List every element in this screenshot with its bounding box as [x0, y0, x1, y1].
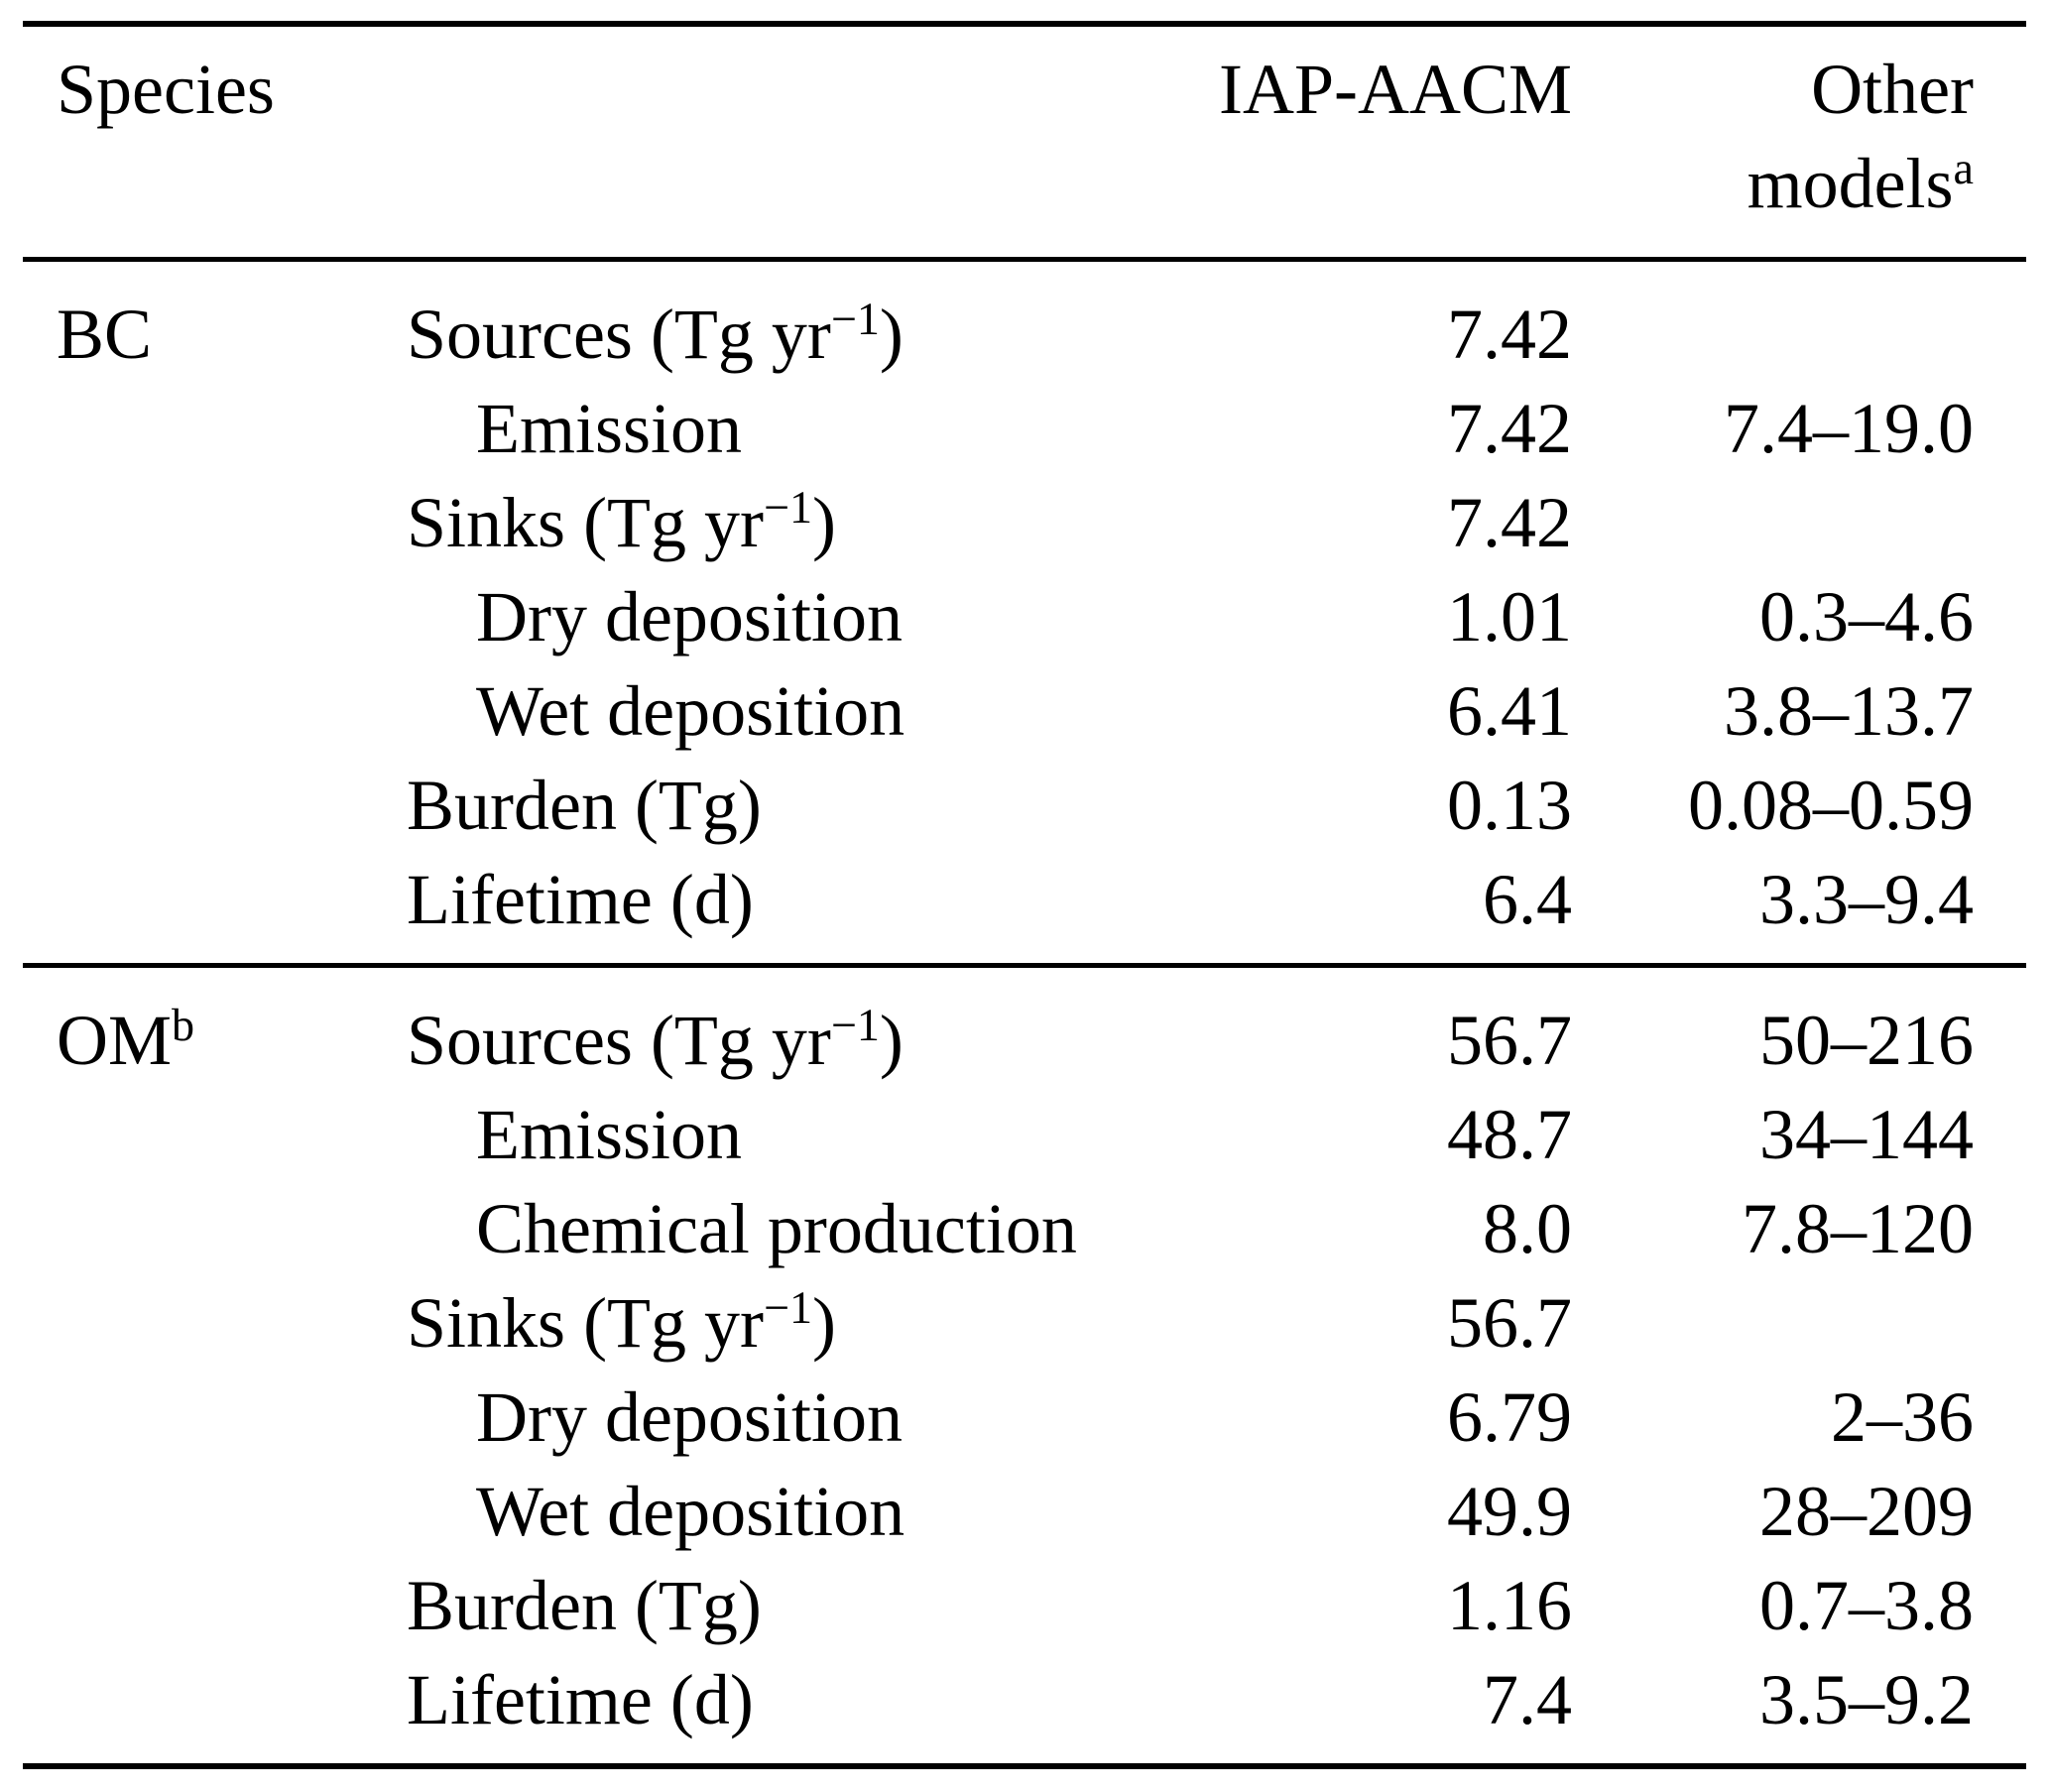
iap-aacm-value: 48.7: [1447, 1095, 1572, 1174]
header-spacer: [407, 43, 1173, 231]
budget-table: [23, 21, 2026, 1769]
metric-label: Sources (Tg $yr^{-1}$): [407, 1000, 904, 1080]
table-row: [57, 1653, 1974, 1747]
table-row: [57, 1371, 1974, 1465]
metric-label: Dry deposition: [476, 1377, 903, 1457]
table-header-row: [23, 27, 2026, 257]
table-row: [57, 1182, 1974, 1276]
header-other-word: models: [1747, 144, 1954, 223]
table-row: [57, 759, 1974, 853]
iap-aacm-value: 7.42: [1447, 295, 1572, 374]
species-cell: [57, 1559, 407, 1653]
species-cell: [57, 382, 407, 476]
other-models-value: 3.5–9.2: [1759, 1660, 1974, 1739]
iap-aacm-value: 1.01: [1447, 577, 1572, 657]
unit-exponent: −1: [830, 1000, 880, 1051]
species-cell: [57, 1653, 407, 1747]
table-row: [57, 1088, 1974, 1182]
header-other-models: [1572, 43, 1974, 231]
other-models-value: [1572, 476, 1974, 570]
other-models-value: 50–216: [1759, 1001, 1974, 1080]
iap-aacm-value: 49.9: [1447, 1472, 1572, 1551]
header-other-line1: Other: [1811, 50, 1974, 129]
iap-aacm-value: 56.7: [1447, 1283, 1572, 1363]
table-row: [57, 1559, 1974, 1653]
iap-aacm-value: 6.4: [1483, 860, 1572, 939]
table-row: [57, 994, 1974, 1088]
iap-aacm-value: 7.42: [1447, 389, 1572, 468]
species-footnote-marker: b: [172, 1000, 195, 1051]
species-cell: [57, 1371, 407, 1465]
iap-aacm-value: 6.41: [1447, 671, 1572, 751]
iap-aacm-value: 8.0: [1483, 1189, 1572, 1268]
metric-label: Sinks (Tg $yr^{-1}$): [407, 482, 837, 562]
table-row: [57, 570, 1974, 664]
table-row: [57, 1465, 1974, 1559]
header-species: Species: [57, 50, 275, 129]
table-row: [57, 1276, 1974, 1371]
other-models-value: [1572, 1276, 1974, 1371]
metric-label: Chemical production: [476, 1189, 1077, 1268]
metric-label: Burden (Tg): [407, 766, 762, 845]
species-cell: [57, 759, 407, 853]
other-models-value: 3.3–9.4: [1759, 860, 1974, 939]
iap-aacm-value: 56.7: [1447, 1001, 1572, 1080]
species-cell: [57, 570, 407, 664]
table-row: [57, 853, 1974, 947]
metric-label: Sinks (Tg $yr^{-1}$): [407, 1282, 837, 1363]
iap-aacm-value: 6.79: [1447, 1377, 1572, 1457]
metric-label: Wet deposition: [476, 671, 905, 751]
metric-label: Emission: [476, 1095, 743, 1174]
table-row: [57, 476, 1974, 570]
table-rule-bottom: [23, 1763, 2026, 1769]
metric-label: Lifetime (d): [407, 1660, 754, 1739]
species-cell: [57, 1182, 407, 1276]
unit-exponent: −1: [830, 294, 880, 345]
other-models-value: 34–144: [1759, 1095, 1974, 1174]
species-cell: BC: [57, 295, 153, 374]
iap-aacm-value: 7.4: [1483, 1660, 1572, 1739]
other-models-value: 7.4–19.0: [1724, 389, 1974, 468]
header-footnote-marker: a: [1953, 143, 1974, 194]
metric-label: Wet deposition: [476, 1472, 905, 1551]
metric-label: Lifetime (d): [407, 860, 754, 939]
other-models-value: 28–209: [1759, 1472, 1974, 1551]
other-models-value: 0.3–4.6: [1759, 577, 1974, 657]
species-cell: [57, 1465, 407, 1559]
species-cell: [57, 664, 407, 759]
other-models-value: 7.8–120: [1742, 1189, 1974, 1268]
unit-exponent: −1: [764, 482, 813, 534]
metric-label: Emission: [476, 389, 743, 468]
iap-aacm-value: 7.42: [1447, 483, 1572, 562]
species-cell: [57, 1088, 407, 1182]
section-om: [23, 968, 2026, 1763]
species-cell: [57, 1276, 407, 1371]
table-row: [57, 288, 1974, 382]
iap-aacm-value: 1.16: [1447, 1566, 1572, 1645]
species-cell: $OM^b$: [57, 1000, 195, 1080]
other-models-value: 0.08–0.59: [1688, 766, 1974, 845]
species-cell: [57, 853, 407, 947]
metric-label: Sources (Tg $yr^{-1}$): [407, 294, 904, 374]
table-row: [57, 664, 1974, 759]
other-models-value: 0.7–3.8: [1759, 1566, 1974, 1645]
unit-exponent: −1: [764, 1282, 813, 1334]
other-models-value: 2–36: [1831, 1377, 1974, 1457]
metric-label: Dry deposition: [476, 577, 903, 657]
table-row: [57, 382, 1974, 476]
header-other-line2: [1572, 137, 1974, 231]
other-models-value: 3.8–13.7: [1724, 671, 1974, 751]
header-iap-aacm: IAP-AACM: [1218, 50, 1572, 129]
metric-label: Burden (Tg): [407, 1566, 762, 1645]
section-bc: [23, 262, 2026, 963]
other-models-value: [1572, 288, 1974, 382]
iap-aacm-value: 0.13: [1447, 766, 1572, 845]
species-cell: [57, 476, 407, 570]
